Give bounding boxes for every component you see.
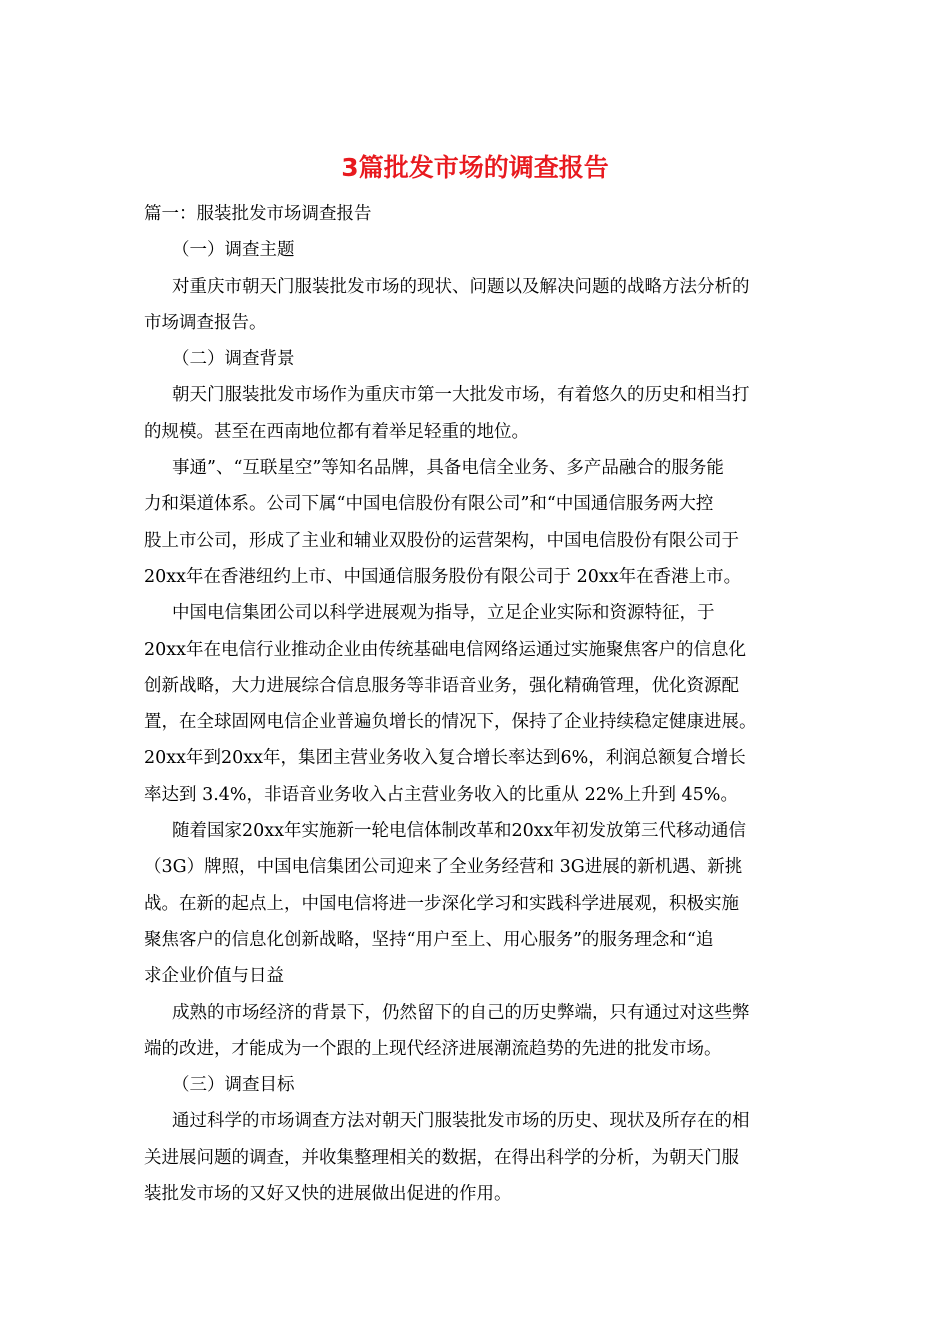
text-line: 关进展问题的调查，并收集整理相关的数据，在得出科学的分析，为朝天门服 xyxy=(144,1147,739,1168)
text-line: 事通”、“互联星空”等知名品牌，具备电信全业务、多产品融合的服务能 xyxy=(172,458,724,479)
section-heading-topic: （一）调查主题 xyxy=(172,240,295,261)
text-line: 20xx年到20xx年，集团主营业务收入复合增长率达到6%，利润总额复合增长 xyxy=(144,748,746,769)
text-line: 率达到 3.4%，非语音业务收入占主营业务收入的比重从 22%上升到 45%。 xyxy=(144,784,738,805)
text-line: 求企业价值与日益 xyxy=(144,966,284,987)
paragraph-background-4 xyxy=(144,813,806,994)
text-line: 20xx年在香港纽约上市、中国通信服务股份有限公司于 20xx年在香港上市。 xyxy=(144,566,742,587)
text-line: 置，在全球固网电信企业普遍负增长的情况下，保持了企业持续稳定健康进展。 xyxy=(144,712,757,733)
text-line: 股上市公司，形成了主业和辅业双股份的运营架构，中国电信股份有限公司于 xyxy=(144,530,739,551)
document-body xyxy=(144,196,806,1212)
paragraph-background-2 xyxy=(144,450,806,595)
section-heading-background: （二）调查背景 xyxy=(172,349,295,370)
paragraph-background-1 xyxy=(144,377,806,450)
text-line: 通过科学的市场调查方法对朝天门服装批发市场的历史、现状及所存在的相 xyxy=(172,1111,750,1132)
text-line: 随着国家20xx年实施新一轮电信体制改革和20xx年初发放第三代移动通信 xyxy=(172,821,747,842)
paragraph-goal xyxy=(144,1103,806,1212)
text-line: 市场调查报告。 xyxy=(144,312,267,333)
paragraph-background-3 xyxy=(144,595,806,813)
text-line: 中国电信集团公司以科学进展观为指导，立足企业实际和资源特征，于 xyxy=(172,603,715,624)
text-line: 对重庆市朝天门服装批发市场的现状、问题以及解决问题的战略方法分析的 xyxy=(172,276,750,297)
text-line: 朝天门服装批发市场作为重庆市第一大批发市场，有着悠久的历史和相当打 xyxy=(172,385,750,406)
part-heading: 篇一：服装批发市场调查报告 xyxy=(144,204,372,224)
text-line: 的规模。甚至在西南地位都有着举足轻重的地位。 xyxy=(144,421,529,442)
text-line: 力和渠道体系。公司下属“中国电信股份有限公司”和“中国通信服务两大控 xyxy=(144,494,714,515)
section-heading-goal: （三）调查目标 xyxy=(172,1075,295,1096)
paragraph-background-5 xyxy=(144,995,806,1068)
document-title: 3篇批发市场的调查报告 xyxy=(341,153,609,182)
paragraph-topic xyxy=(144,269,806,342)
text-line: 20xx年在电信行业推动企业由传统基础电信网络运通过实施聚焦客户的信息化 xyxy=(144,639,747,660)
text-line: 聚焦客户的信息化创新战略，坚持“用户至上、用心服务”的服务理念和“追 xyxy=(144,929,714,950)
text-line: 装批发市场的又好又快的进展做出促进的作用。 xyxy=(144,1184,512,1205)
text-line: 端的改进，才能成为一个跟的上现代经济进展潮流趋势的先进的批发市场。 xyxy=(144,1038,722,1059)
text-line: （3G）牌照，中国电信集团公司迎来了全业务经营和 3G进展的新机遇、新挑 xyxy=(144,857,743,878)
text-line: 创新战略，大力进展综合信息服务等非语音业务，强化精确管理，优化资源配 xyxy=(144,675,739,696)
text-line: 战。在新的起点上，中国电信将进一步深化学习和实践科学进展观，积极实施 xyxy=(144,893,739,914)
text-line: 成熟的市场经济的背景下，仍然留下的自己的历史弊端，只有通过对这些弊 xyxy=(172,1002,750,1023)
